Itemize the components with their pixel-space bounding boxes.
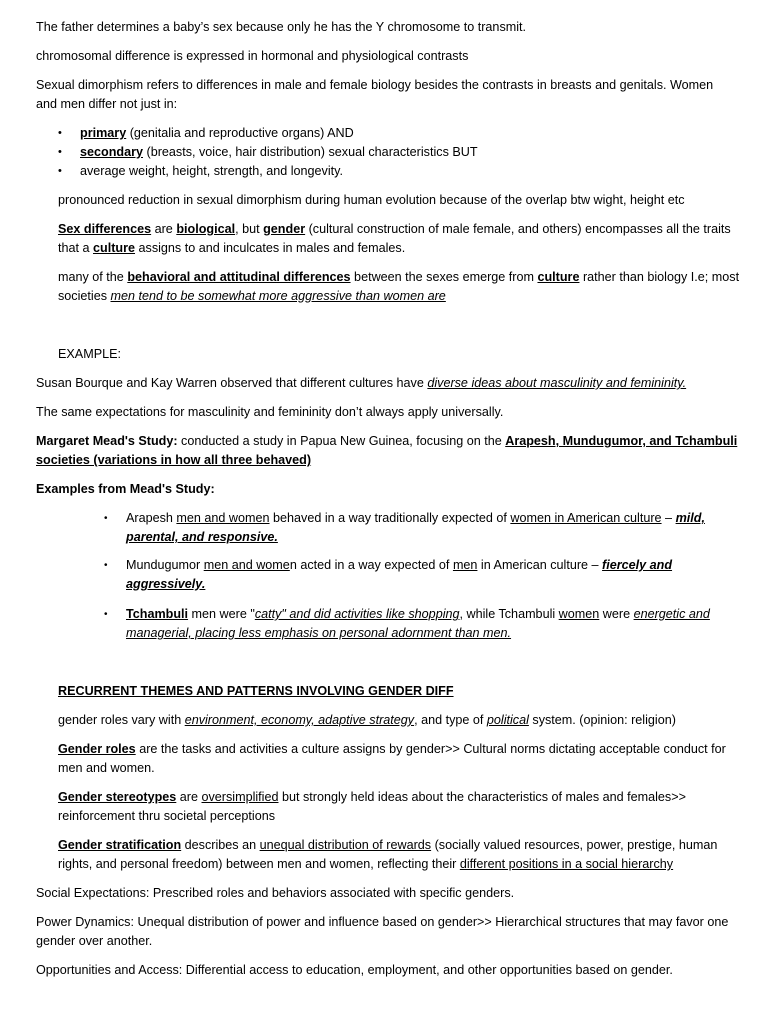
paragraph-stratification-line1 — [58, 836, 717, 855]
paragraph-behavioral-line2 — [58, 287, 446, 306]
term-behavioral-differences: behavioral and attitudinal differences — [127, 270, 351, 284]
mead-tchambuli-line2 — [126, 624, 511, 643]
mead-tchambuli-line1 — [126, 605, 710, 624]
mead-mundugumor-line1 — [126, 556, 672, 575]
term-sex-differences: Sex differences — [58, 222, 152, 236]
underlined-text: women in American culture — [510, 511, 662, 525]
text: Mundugumor — [126, 558, 204, 572]
text: n acted in a way expected of — [289, 558, 453, 572]
paragraph-mead-line2 — [36, 451, 311, 470]
text: Susan Bourque and Kay Warren observed that different cultures have — [36, 376, 428, 390]
section-heading-text: RECURRENT THEMES AND PATTERNS INVOLVING GENDER DIFF — [58, 684, 454, 698]
paragraph-sex-differences-line2 — [58, 239, 405, 258]
paragraph-sexual-dimorphism-line1: Sexual dimorphism refers to differences in male and female biology besides the contrasts in breasts and genitals. Women — [36, 78, 714, 92]
text: , and type of — [414, 713, 487, 727]
term-biological: biological — [176, 222, 236, 236]
term-societies-variations: societies (variations in how all three behaved) — [36, 453, 312, 467]
term-societies: Arapesh, Mundugumor, and Tchambuli — [505, 434, 738, 448]
paragraph-sex-differences-line1 — [58, 220, 731, 239]
emphasis-text: mild, — [675, 511, 705, 525]
list-item-secondary — [80, 143, 478, 162]
mead-study-label: Margaret Mead's Study: — [36, 434, 178, 448]
list-item-average: average weight, height, strength, and longevity. — [80, 164, 344, 178]
text: (cultural construction of male female, and others) encompasses all the traits — [305, 222, 731, 236]
paragraph-stereotypes-line1 — [58, 788, 686, 807]
paragraph-stratification-line2 — [58, 855, 673, 874]
term-gender-stereotypes: Gender stereotypes — [58, 790, 177, 804]
underlined-text: oversimplified — [201, 790, 279, 804]
term-secondary: secondary — [80, 145, 143, 159]
bullet-icon: • — [58, 146, 62, 158]
text: , but — [235, 222, 264, 236]
emphasis-text: energetic and — [633, 607, 710, 621]
underlined-text: men and women — [176, 511, 270, 525]
section-heading — [58, 682, 454, 701]
term-gender-roles: Gender roles — [58, 742, 136, 756]
text: but strongly held ideas about the characteristics of males and females>> — [278, 790, 686, 804]
paragraph-expectations: The same expectations for masculinity and femininity don’t always apply universally. — [36, 405, 504, 419]
term-primary: primary — [80, 126, 127, 140]
bullet-icon: • — [58, 165, 62, 177]
examples-heading — [36, 480, 215, 499]
paragraph-gender-roles-line2: men and women. — [58, 761, 155, 775]
underlined-text: men — [452, 558, 478, 572]
paragraph-reduction: pronounced reduction in sexual dimorphism during human evolution because of the overlap btw wight, height etc — [58, 193, 685, 207]
bullet-icon: • — [104, 513, 108, 524]
paragraph-power-dynamics-line2: gender over another. — [36, 934, 153, 948]
term-culture: culture — [93, 241, 136, 255]
mead-mundugumor-line2 — [126, 575, 205, 594]
underlined-text: unequal distribution of rewards — [259, 838, 432, 852]
paragraph-power-dynamics-line1: Power Dynamics: Unequal distribution of power and influence based on gender>> Hierarchical structures that may favor one — [36, 915, 729, 929]
paragraph-gender-roles-vary — [58, 711, 676, 730]
text: behaved in a way traditionally expected of — [269, 511, 511, 525]
paragraph-opportunities: Opportunities and Access: Differential access to education, employment, and other opportunities based on gender. — [36, 963, 673, 977]
text: rather than biology I.e; most — [579, 270, 740, 284]
paragraph-behavioral-line1 — [58, 268, 739, 287]
text: system. (opinion: religion) — [528, 713, 676, 727]
text: are the tasks and activities a culture assigns by gender>> Cultural norms dictating acceptable conduct for — [135, 742, 726, 756]
text: societies — [58, 289, 111, 303]
text: – — [661, 511, 676, 525]
emphasis-text: parental, and responsive. — [126, 530, 278, 544]
paragraph-bourque-warren — [36, 374, 686, 393]
underlined-text: women — [558, 607, 600, 621]
example-label: EXAMPLE: — [58, 347, 121, 361]
paragraph-y-chromosome: The father determines a baby’s sex because only he has the Y chromosome to transmit. — [36, 20, 527, 34]
mead-arapesh-line2 — [126, 528, 278, 547]
emphasis-text: managerial, placing less emphasis on personal adornment than men. — [126, 626, 512, 640]
term-tchambuli: Tchambuli — [126, 607, 189, 621]
term-culture: culture — [537, 270, 580, 284]
emphasis-text: aggressively. — [126, 577, 206, 591]
text: are — [151, 222, 177, 236]
term-gender: gender — [263, 222, 306, 236]
emphasis-text: fiercely and — [602, 558, 673, 572]
examples-heading-text: Examples from Mead's Study: — [36, 482, 215, 496]
emphasis-diverse-ideas: diverse ideas about masculinity and femininity. — [427, 376, 687, 390]
text: are — [176, 790, 202, 804]
emphasis-text: political — [486, 713, 529, 727]
emphasis-aggressive: men tend to be somewhat more aggressive than women are — [110, 289, 446, 303]
text: , while Tchambuli — [459, 607, 559, 621]
paragraph-gender-roles-line1 — [58, 740, 726, 759]
text: rights, and personal freedom) between men and women, reflecting their — [58, 857, 460, 871]
paragraph-chromosomal-difference: chromosomal difference is expressed in hormonal and physiological contrasts — [36, 49, 469, 63]
text: that a — [58, 241, 94, 255]
bullet-icon: • — [104, 560, 108, 571]
text: describes an — [181, 838, 260, 852]
text: men were " — [188, 607, 255, 621]
underlined-text: men and wome — [203, 558, 290, 572]
text: assigns to and inculcates in males and females. — [135, 241, 406, 255]
text: gender roles vary with — [58, 713, 185, 727]
text: in American culture – — [477, 558, 603, 572]
list-item-primary — [80, 124, 354, 143]
emphasis-text: catty" and did activities like shopping — [254, 607, 460, 621]
underlined-text: different positions in a social hierarchy — [459, 857, 674, 871]
term-gender-stratification: Gender stratification — [58, 838, 182, 852]
list-item-text: (breasts, voice, hair distribution) sexual characteristics BUT — [143, 145, 478, 159]
text: Arapesh — [126, 511, 177, 525]
text: were — [599, 607, 634, 621]
emphasis-text: environment, economy, adaptive strategy — [184, 713, 415, 727]
paragraph-stereotypes-line2: reinforcement thru societal perceptions — [58, 809, 276, 823]
text: conducted a study in Papua New Guinea, focusing on the — [177, 434, 506, 448]
paragraph-sexual-dimorphism-line2: and men differ not just in: — [36, 97, 178, 111]
paragraph-social-expectations: Social Expectations: Prescribed roles and behaviors associated with specific genders. — [36, 886, 515, 900]
list-item-text: (genitalia and reproductive organs) AND — [126, 126, 354, 140]
paragraph-mead-line1 — [36, 432, 737, 451]
text: (socially valued resources, power, prestige, human — [431, 838, 718, 852]
bullet-icon: • — [104, 609, 108, 620]
mead-arapesh-line1 — [126, 509, 705, 528]
text: between the sexes emerge from — [350, 270, 538, 284]
bullet-icon: • — [58, 127, 62, 139]
text: many of the — [58, 270, 128, 284]
